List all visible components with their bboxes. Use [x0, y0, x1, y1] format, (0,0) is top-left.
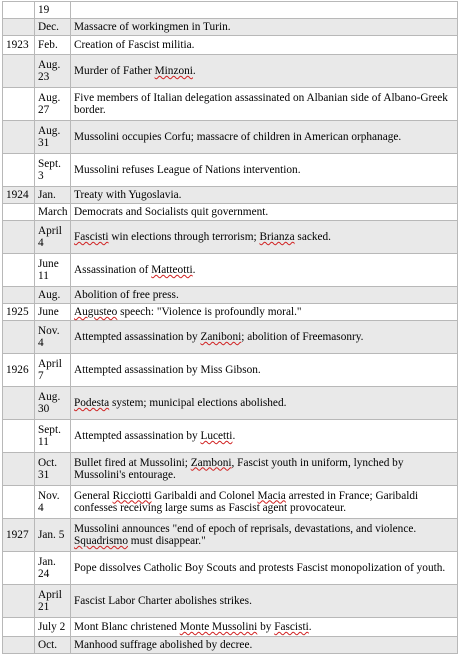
- year-cell: [3, 321, 35, 354]
- chronology-rows: [3, 2, 458, 654]
- date-cell: Nov. 4: [35, 321, 71, 354]
- event-cell: Fascist Labor Charter abolishes strikes.: [71, 585, 458, 618]
- event-cell: Attempted assassination by Zaniboni; abolition of Freemasonry.: [71, 321, 458, 354]
- table-row: [3, 221, 458, 254]
- event-cell: General Ricciotti Garibaldi and Colonel Macia arrested in France; Garibaldi confesses receiving large sums as Fascist agent provocateur.: [71, 486, 458, 519]
- table-row: [3, 254, 458, 287]
- event-cell: Fascisti win elections through terrorism; Brianza sacked.: [71, 221, 458, 254]
- year-cell: [3, 19, 35, 36]
- event-cell: Assassination of Matteotti.: [71, 254, 458, 287]
- year-cell: [3, 585, 35, 618]
- year-cell: [3, 387, 35, 420]
- year-cell: 1926: [3, 354, 35, 387]
- event-cell: Mont Blanc christened Monte Mussolini by Fascisti.: [71, 618, 458, 637]
- date-cell: Dec.: [35, 19, 71, 36]
- year-cell: [3, 221, 35, 254]
- date-cell: April 21: [35, 585, 71, 618]
- year-cell: [3, 2, 35, 19]
- date-cell: Aug. 30: [35, 387, 71, 420]
- table-row: [3, 55, 458, 88]
- date-cell: April 4: [35, 221, 71, 254]
- year-cell: 1923: [3, 36, 35, 55]
- date-cell: Aug. 27: [35, 88, 71, 121]
- event-cell: Murder of Father Minzoni.: [71, 55, 458, 88]
- year-cell: [3, 618, 35, 637]
- year-cell: [3, 121, 35, 154]
- year-cell: [3, 254, 35, 287]
- year-cell: 1925: [3, 304, 35, 321]
- year-cell: [3, 420, 35, 453]
- date-cell: Jan. 5: [35, 519, 71, 552]
- event-cell: Attempted assassination by Miss Gibson.: [71, 354, 458, 387]
- table-row: [3, 2, 458, 19]
- year-cell: [3, 453, 35, 486]
- date-cell: Jan. 24: [35, 552, 71, 585]
- chronology-table-container: [2, 1, 458, 654]
- date-cell: Sept. 3: [35, 154, 71, 187]
- year-cell: [3, 88, 35, 121]
- date-cell: Sept. 11: [35, 420, 71, 453]
- year-cell: 1927: [3, 519, 35, 552]
- table-row: [3, 287, 458, 304]
- year-cell: [3, 154, 35, 187]
- table-row: [3, 154, 458, 187]
- table-row: [3, 519, 458, 552]
- year-cell: [3, 486, 35, 519]
- year-cell: [3, 637, 35, 654]
- date-cell: April 7: [35, 354, 71, 387]
- year-cell: [3, 552, 35, 585]
- date-cell: Aug. 23: [35, 55, 71, 88]
- date-cell: Oct. 31: [35, 453, 71, 486]
- table-row: [3, 354, 458, 387]
- date-cell: Nov. 4: [35, 486, 71, 519]
- event-cell: Mussolini refuses League of Nations intervention.: [71, 154, 458, 187]
- event-cell: Creation of Fascist militia.: [71, 36, 458, 55]
- event-cell: Pope dissolves Catholic Boy Scouts and protests Fascist monopolization of youth.: [71, 552, 458, 585]
- event-cell: Augusteo speech: "Violence is profoundly moral.": [71, 304, 458, 321]
- table-row: [3, 321, 458, 354]
- table-row: [3, 88, 458, 121]
- date-cell: 19: [35, 2, 71, 19]
- table-row: [3, 387, 458, 420]
- date-cell: Feb.: [35, 36, 71, 55]
- date-cell: June: [35, 304, 71, 321]
- table-row: [3, 204, 458, 221]
- year-cell: [3, 287, 35, 304]
- table-row: [3, 121, 458, 154]
- date-cell: Aug. 31: [35, 121, 71, 154]
- event-cell: Podesta system; municipal elections abolished.: [71, 387, 458, 420]
- event-cell: Mussolini occupies Corfu; massacre of children in American orphanage.: [71, 121, 458, 154]
- table-row: [3, 585, 458, 618]
- event-cell: Abolition of free press.: [71, 287, 458, 304]
- table-row: [3, 187, 458, 204]
- table-row: [3, 618, 458, 637]
- table-row: [3, 453, 458, 486]
- table-row: [3, 304, 458, 321]
- table-row: [3, 486, 458, 519]
- table-row: [3, 19, 458, 36]
- event-cell: [71, 2, 458, 19]
- table-row: [3, 552, 458, 585]
- event-cell: Manhood suffrage abolished by decree.: [71, 637, 458, 654]
- table-row: [3, 36, 458, 55]
- chronology-table: [2, 1, 458, 654]
- event-cell: Mussolini announces "end of epoch of reprisals, devastations, and violence. Squadrismo must disappear.": [71, 519, 458, 552]
- table-row: [3, 420, 458, 453]
- date-cell: March: [35, 204, 71, 221]
- event-cell: Massacre of workingmen in Turin.: [71, 19, 458, 36]
- event-cell: Treaty with Yugoslavia.: [71, 187, 458, 204]
- event-cell: Five members of Italian delegation assassinated on Albanian side of Albano-Greek border.: [71, 88, 458, 121]
- event-cell: Attempted assassination by Lucetti.: [71, 420, 458, 453]
- year-cell: [3, 55, 35, 88]
- year-cell: [3, 204, 35, 221]
- event-cell: Democrats and Socialists quit government.: [71, 204, 458, 221]
- date-cell: July 2: [35, 618, 71, 637]
- date-cell: Jan.: [35, 187, 71, 204]
- year-cell: 1924: [3, 187, 35, 204]
- event-cell: Bullet fired at Mussolini; Zamboni, Fascist youth in uniform, lynched by Mussolini's entourage.: [71, 453, 458, 486]
- date-cell: June 11: [35, 254, 71, 287]
- date-cell: Oct.: [35, 637, 71, 654]
- table-row: [3, 637, 458, 654]
- date-cell: Aug.: [35, 287, 71, 304]
